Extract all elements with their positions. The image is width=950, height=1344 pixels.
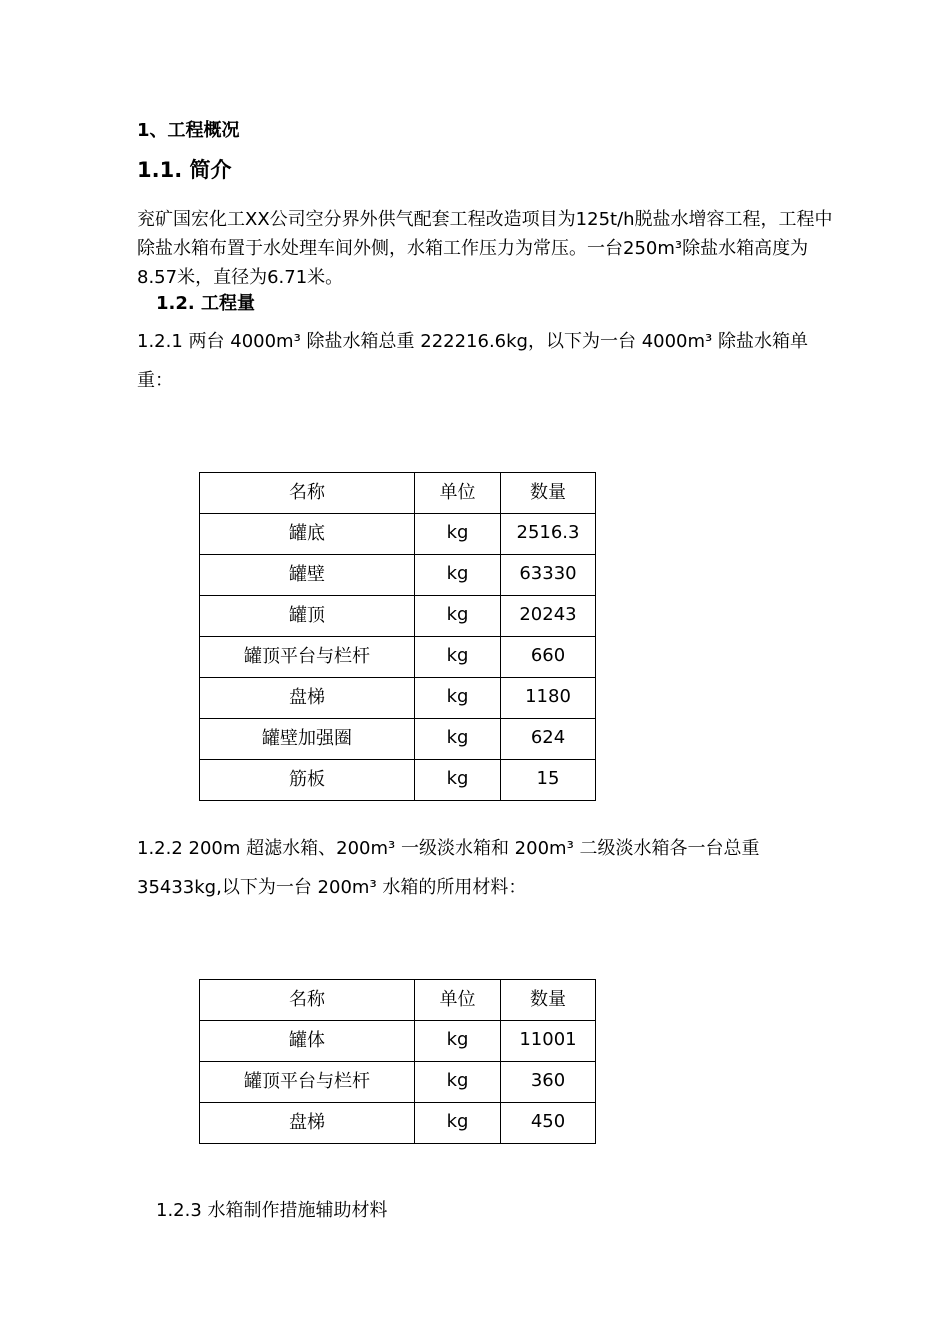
cell-unit: kg [415, 637, 501, 678]
cell-unit: kg [415, 514, 501, 555]
cell-name: 罐体 [200, 1021, 415, 1062]
cell-quantity: 63330 [501, 555, 596, 596]
table-row [200, 514, 596, 555]
header-unit: 单位 [415, 473, 501, 514]
table-row [200, 637, 596, 678]
cell-name: 罐顶平台与栏杆 [200, 1062, 415, 1103]
table-row [200, 1103, 596, 1144]
table-row [200, 596, 596, 637]
table-row [200, 719, 596, 760]
table-row [200, 555, 596, 596]
cell-quantity: 450 [501, 1103, 596, 1144]
intro-heading: 1.1. 简介 [137, 158, 232, 182]
cell-quantity: 2516.3 [501, 514, 596, 555]
cell-name: 罐底 [200, 514, 415, 555]
cell-unit: kg [415, 596, 501, 637]
table-row [200, 1021, 596, 1062]
section-title: 1、工程概况 [137, 120, 240, 141]
cell-name: 罐壁加强圈 [200, 719, 415, 760]
cell-quantity: 11001 [501, 1021, 596, 1062]
cell-name: 盘梯 [200, 1103, 415, 1144]
item-3-text: 1.2.3 水箱制作措施辅助材料 [156, 1200, 388, 1221]
cell-name: 盘梯 [200, 678, 415, 719]
header-quantity: 数量 [501, 980, 596, 1021]
cell-name: 罐顶 [200, 596, 415, 637]
cell-unit: kg [415, 760, 501, 801]
cell-quantity: 20243 [501, 596, 596, 637]
intro-paragraph: 兖矿国宏化工XX公司空分界外供气配套工程改造项目为125t/h脱盐水增容工程，工程中除盐水箱布置于水处理车间外侧，水箱工作压力为常压。一台250m³除盐水箱高度为8.57米，直径为6.71米。 [137, 209, 833, 288]
cell-name: 筋板 [200, 760, 415, 801]
item-1-text: 1.2.1 两台 4000m³ 除盐水箱总重 222216.6kg，以下为一台 4000m³ 除盐水箱单重： [137, 331, 808, 391]
cell-quantity: 360 [501, 1062, 596, 1103]
tank-200-material-table [199, 979, 596, 1144]
header-name: 名称 [200, 473, 415, 514]
cell-quantity: 624 [501, 719, 596, 760]
table-header-row [200, 473, 596, 514]
quantity-heading: 1.2. 工程量 [156, 293, 255, 314]
header-name: 名称 [200, 980, 415, 1021]
cell-unit: kg [415, 555, 501, 596]
tank-4000-weight-table [199, 472, 596, 801]
header-quantity: 数量 [501, 473, 596, 514]
table-row [200, 678, 596, 719]
cell-quantity: 660 [501, 637, 596, 678]
cell-unit: kg [415, 1062, 501, 1103]
cell-name: 罐顶平台与栏杆 [200, 637, 415, 678]
table-row [200, 760, 596, 801]
cell-unit: kg [415, 1103, 501, 1144]
table-header-row [200, 980, 596, 1021]
table-row [200, 1062, 596, 1103]
cell-unit: kg [415, 719, 501, 760]
cell-unit: kg [415, 1021, 501, 1062]
cell-quantity: 1180 [501, 678, 596, 719]
item-2-text: 1.2.2 200m 超滤水箱、200m³ 一级淡水箱和 200m³ 二级淡水箱各一台总重 35433kg,以下为一台 200m³ 水箱的所用材料： [137, 838, 760, 898]
cell-name: 罐壁 [200, 555, 415, 596]
cell-unit: kg [415, 678, 501, 719]
header-unit: 单位 [415, 980, 501, 1021]
cell-quantity: 15 [501, 760, 596, 801]
